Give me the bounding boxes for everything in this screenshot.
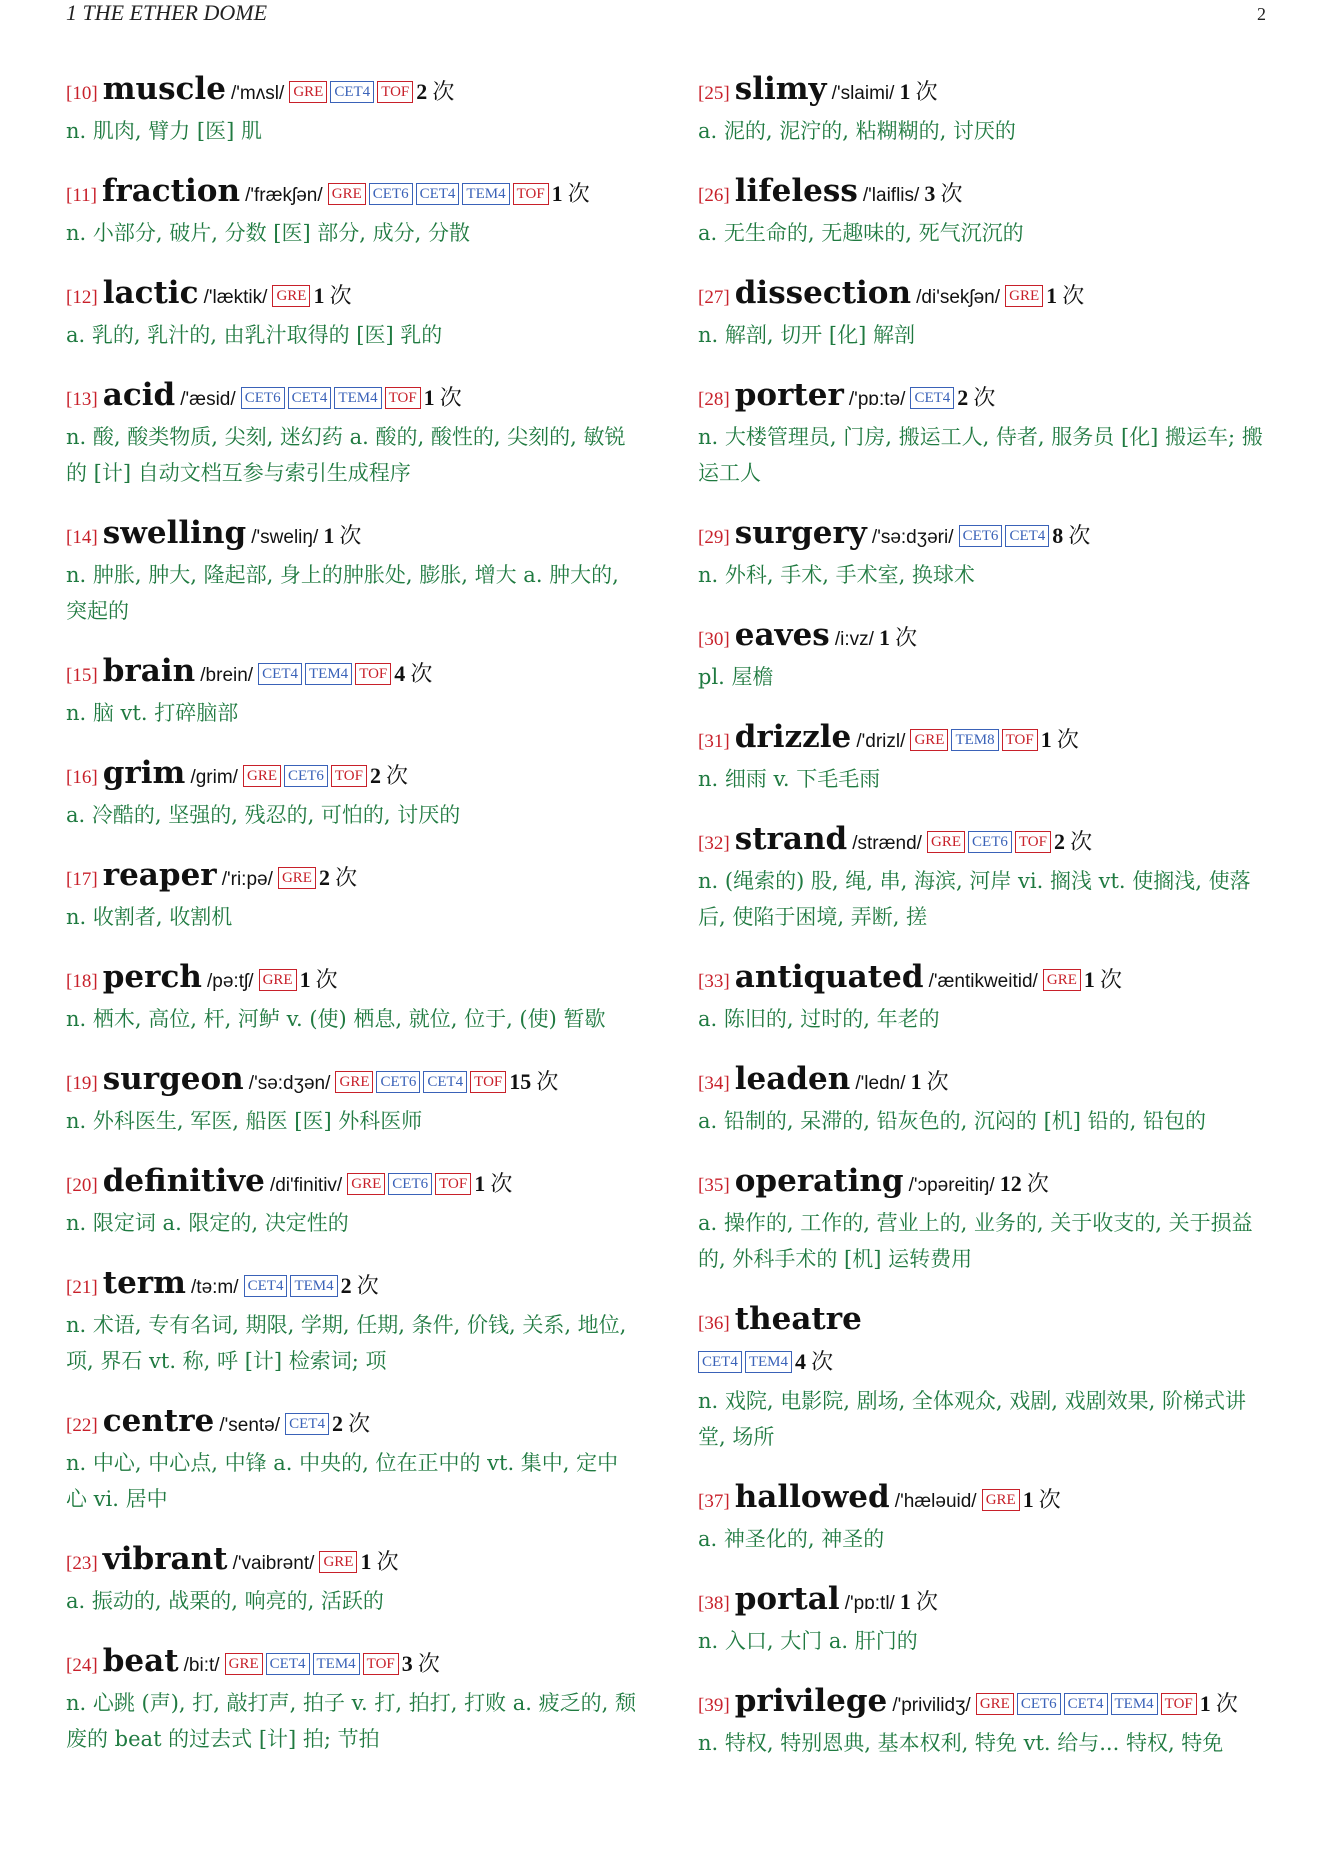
page-header [66, 0, 1266, 26]
entry-index: [10] [66, 83, 98, 104]
vocab-entry [698, 1682, 1268, 1761]
entry-headline [698, 274, 1268, 317]
entry-index: [30] [698, 629, 730, 650]
headword: reaper [102, 857, 217, 893]
phonetic: /'æsid/ [180, 389, 236, 410]
exam-tag: CET6 [959, 525, 1003, 547]
definition: n. 心跳 (声), 打, 敲打声, 拍子 v. 打, 拍打, 打败 a. 疲乏的, 颓废的 beat 的过去式 [计] 拍; 节拍 [66, 1691, 636, 1751]
definition: a. 泥的, 泥泞的, 粘糊糊的, 讨厌的 [698, 119, 1016, 143]
entry-headline [698, 172, 1268, 215]
exam-tag: TEM4 [462, 183, 509, 205]
count-suffix: 次 [973, 386, 996, 411]
exam-tag: TOF [377, 81, 413, 103]
entry-headline [66, 1060, 636, 1103]
count-suffix: 次 [356, 1274, 379, 1299]
entry-headline [698, 514, 1268, 557]
entry-headline [698, 1580, 1268, 1623]
definition: a. 乳的, 乳汁的, 由乳汁取得的 [医] 乳的 [66, 323, 443, 347]
exam-tag: GRE [1005, 285, 1043, 307]
exam-tag: CET4 [423, 1071, 467, 1093]
phonetic: /'pɒ:tl/ [844, 1593, 895, 1614]
entry-index: [15] [66, 665, 98, 686]
left-column [66, 70, 636, 1780]
headword: swelling [102, 515, 247, 551]
frequency-count: 1 [1199, 1691, 1211, 1716]
vocab-entry [698, 1060, 1268, 1139]
frequency-count: 1 [899, 1589, 911, 1614]
entry-headline [698, 958, 1268, 1001]
count-suffix: 次 [1215, 1692, 1238, 1717]
frequency-count: 1 [879, 625, 890, 650]
frequency-count: 1 [360, 1549, 372, 1574]
vocab-entry [66, 1402, 636, 1517]
phonetic: /'mʌsl/ [231, 83, 285, 104]
exam-tag: CET4 [698, 1351, 742, 1373]
headword: privilege [734, 1683, 888, 1719]
entry-headline [698, 1060, 1268, 1103]
frequency-count: 2 [331, 1411, 343, 1436]
count-suffix: 次 [410, 662, 433, 687]
count-suffix: 次 [926, 1070, 949, 1095]
vocab-entry [66, 652, 636, 731]
entry-index: [39] [698, 1695, 730, 1716]
definition: n. 术语, 专有名词, 期限, 学期, 任期, 条件, 价钱, 关系, 地位, 项, 界石 vt. 称, 呼 [计] 检索词; 项 [66, 1313, 627, 1373]
entry-index: [21] [66, 1277, 98, 1298]
page-number: 2 [1257, 4, 1266, 24]
definition: a. 神圣化的, 神圣的 [698, 1527, 885, 1551]
count-suffix: 次 [567, 182, 590, 207]
headword: porter [734, 377, 844, 413]
definition: n. 外科医生, 军医, 船医 [医] 外科医师 [66, 1109, 423, 1133]
frequency-count: 1 [313, 283, 325, 308]
headword: hallowed [734, 1479, 890, 1515]
entry-index: [33] [698, 971, 730, 992]
vocab-entry [698, 1478, 1268, 1557]
entry-index: [24] [66, 1655, 98, 1676]
exam-tag: GRE [272, 285, 310, 307]
exam-tag: CET6 [369, 183, 413, 205]
entry-headline [698, 70, 1268, 113]
exam-tag: CET4 [330, 81, 374, 103]
exam-tag: TOF [1002, 729, 1038, 751]
vocab-entry [698, 616, 1268, 695]
exam-tag: CET4 [416, 183, 460, 205]
definition: a. 陈旧的, 过时的, 年老的 [698, 1007, 940, 1031]
headword: muscle [102, 71, 226, 107]
definition: n. 外科, 手术, 手术室, 换球术 [698, 563, 975, 587]
frequency-count: 1 [423, 385, 435, 410]
definition: a. 操作的, 工作的, 营业上的, 业务的, 关于收支的, 关于损益的, 外科手术的 [机] 运转费用 [698, 1211, 1253, 1271]
headword: antiquated [734, 959, 924, 995]
entry-headline [698, 376, 1268, 419]
count-suffix: 次 [1062, 284, 1085, 309]
headword: vibrant [102, 1541, 228, 1577]
definition: n. 栖木, 高位, 杆, 河鲈 v. (使) 栖息, 就位, 位于, (使) 暂歇 [66, 1007, 606, 1031]
vocab-entry [66, 1642, 636, 1757]
exam-tag: TEM4 [334, 387, 381, 409]
exam-tag: TEM4 [745, 1351, 792, 1373]
frequency-count: 15 [509, 1069, 532, 1094]
exam-tag: CET6 [376, 1071, 420, 1093]
count-suffix: 次 [376, 1550, 399, 1575]
entry-index: [31] [698, 731, 730, 752]
headword: beat [102, 1643, 179, 1679]
frequency-count: 1 [1040, 727, 1052, 752]
frequency-count: 1 [299, 967, 311, 992]
count-suffix: 次 [940, 182, 963, 207]
definition: n. 小部分, 破片, 分数 [医] 部分, 成分, 分散 [66, 221, 471, 245]
entry-index: [14] [66, 527, 98, 548]
entry-headline [698, 1478, 1268, 1521]
headword: term [102, 1265, 186, 1301]
frequency-count: 1 [323, 523, 335, 548]
frequency-count: 1 [551, 181, 563, 206]
phonetic: /'sə:dʒən/ [248, 1073, 331, 1094]
vocab-entry [66, 754, 636, 833]
phonetic: /'læktik/ [203, 287, 268, 308]
phonetic: /tə:m/ [191, 1277, 239, 1298]
frequency-count: 4 [394, 661, 406, 686]
phonetic: /'æntikweitid/ [928, 971, 1038, 992]
vocab-entry [66, 1162, 636, 1241]
entry-index: [16] [66, 767, 98, 788]
headword: lifeless [734, 173, 858, 209]
exam-tag: GRE [982, 1489, 1020, 1511]
entry-headline [66, 1264, 636, 1307]
headword: strand [734, 821, 848, 857]
exam-tag: GRE [910, 729, 948, 751]
vocab-entry [66, 1060, 636, 1139]
headword: slimy [734, 71, 827, 107]
phonetic: /grim/ [190, 767, 238, 788]
exam-tag: GRE [243, 765, 281, 787]
definition: n. 限定词 a. 限定的, 决定性的 [66, 1211, 349, 1235]
definition: a. 振动的, 战栗的, 响亮的, 活跃的 [66, 1589, 384, 1613]
headword: lactic [102, 275, 199, 311]
vocab-entry [698, 718, 1268, 797]
exam-tag: GRE [289, 81, 327, 103]
phonetic: /'hæləuid/ [894, 1491, 977, 1512]
exam-tag: GRE [347, 1173, 385, 1195]
count-suffix: 次 [1056, 728, 1079, 753]
phonetic: /di'sekʃən/ [916, 287, 1001, 308]
exam-tag: TOF [1015, 831, 1051, 853]
entry-headline [66, 1540, 636, 1583]
entry-index: [26] [698, 185, 730, 206]
definition: n. (绳索的) 股, 绳, 串, 海滨, 河岸 vi. 搁浅 vt. 使搁浅, 使落后, 使陷于困境, 弄断, 搓 [698, 869, 1251, 929]
definition: a. 冷酷的, 坚强的, 残忍的, 可怕的, 讨厌的 [66, 803, 461, 827]
phonetic: /'vaibrənt/ [232, 1553, 315, 1574]
phonetic: /'privilidʒ/ [892, 1695, 971, 1716]
entry-index: [36] [698, 1313, 730, 1334]
entry-index: [29] [698, 527, 730, 548]
count-suffix: 次 [417, 1652, 440, 1677]
entry-index: [22] [66, 1415, 98, 1436]
headword: surgery [734, 515, 867, 551]
entry-headline [66, 1402, 636, 1445]
headword: dissection [734, 275, 912, 311]
entry-headline [698, 1300, 1268, 1383]
definition: n. 酸, 酸类物质, 尖刻, 迷幻药 a. 酸的, 酸性的, 尖刻的, 敏锐的 [计] 自动文档互参与索引生成程序 [66, 425, 626, 485]
entry-index: [25] [698, 83, 730, 104]
headword: operating [734, 1163, 904, 1199]
headword: definitive [102, 1163, 265, 1199]
frequency-count: 2 [369, 763, 381, 788]
entry-index: [28] [698, 389, 730, 410]
frequency-count: 12 [999, 1171, 1022, 1196]
exam-tag: GRE [976, 1693, 1014, 1715]
exam-tag: CET6 [284, 765, 328, 787]
definition: n. 中心, 中心点, 中锋 a. 中央的, 位在正中的 vt. 集中, 定中心 vi. 居中 [66, 1451, 619, 1511]
entry-index: [19] [66, 1073, 98, 1094]
vocab-entry [698, 70, 1268, 149]
phonetic: /'slaimi/ [831, 83, 895, 104]
entry-headline [698, 1162, 1268, 1205]
phonetic: /di'finitiv/ [269, 1175, 343, 1196]
entry-headline [66, 1642, 636, 1685]
count-suffix: 次 [536, 1070, 559, 1095]
exam-tag: CET4 [285, 1413, 329, 1435]
definition: a. 铅制的, 呆滞的, 铅灰色的, 沉闷的 [机] 铅的, 铅包的 [698, 1109, 1207, 1133]
vocab-entry [66, 856, 636, 935]
entry-index: [12] [66, 287, 98, 308]
frequency-count: 1 [474, 1171, 486, 1196]
entry-index: [32] [698, 833, 730, 854]
exam-tag: TOF [1161, 1693, 1197, 1715]
exam-tag: CET4 [266, 1653, 310, 1675]
entry-headline [66, 754, 636, 797]
count-suffix: 次 [348, 1412, 371, 1437]
entry-headline [66, 274, 636, 317]
entry-index: [23] [66, 1553, 98, 1574]
exam-tag: TOF [435, 1173, 471, 1195]
count-suffix: 次 [335, 866, 358, 891]
count-suffix: 次 [490, 1172, 513, 1197]
running-title: 1 THE ETHER DOME [66, 0, 268, 25]
definition: n. 脑 vt. 打碎脑部 [66, 701, 239, 725]
headword: leaden [734, 1061, 851, 1097]
definition: a. 无生命的, 无趣味的, 死气沉沉的 [698, 221, 1024, 245]
phonetic: /strænd/ [852, 833, 922, 854]
phonetic: /'ri:pə/ [221, 869, 273, 890]
definition: n. 细雨 v. 下毛毛雨 [698, 767, 881, 791]
entry-index: [20] [66, 1175, 98, 1196]
exam-tag: GRE [259, 969, 297, 991]
vocab-entry [66, 1264, 636, 1379]
exam-tag: CET4 [1005, 525, 1049, 547]
vocab-entry [698, 1580, 1268, 1659]
frequency-count: 1 [1083, 967, 1095, 992]
exam-tag: TOF [385, 387, 421, 409]
right-column [698, 70, 1268, 1784]
headword: portal [734, 1581, 840, 1617]
frequency-count: 2 [957, 385, 969, 410]
frequency-count: 2 [416, 79, 428, 104]
frequency-count: 4 [795, 1349, 807, 1374]
definition: n. 大楼管理员, 门房, 搬运工人, 侍者, 服务员 [化] 搬运车; 搬运工人 [698, 425, 1263, 485]
entry-index: [11] [66, 185, 97, 206]
count-suffix: 次 [386, 764, 409, 789]
exam-tag: GRE [335, 1071, 373, 1093]
frequency-count: 1 [910, 1069, 922, 1094]
exam-tag: TOF [331, 765, 367, 787]
exam-tag: GRE [1043, 969, 1081, 991]
vocab-entry [698, 514, 1268, 593]
headword: brain [102, 653, 196, 689]
headword: eaves [734, 617, 830, 653]
count-suffix: 次 [432, 80, 455, 105]
entry-headline [698, 616, 1268, 659]
phonetic: /i:vz/ [834, 629, 874, 650]
count-suffix: 次 [1070, 830, 1093, 855]
vocab-entry [66, 958, 636, 1037]
exam-tag: GRE [927, 831, 965, 853]
entry-index: [35] [698, 1175, 730, 1196]
definition: n. 特权, 特别恩典, 基本权利, 特免 vt. 给与... 特权, 特免 [698, 1731, 1224, 1755]
frequency-count: 1 [1022, 1487, 1034, 1512]
vocab-entry [698, 274, 1268, 353]
entry-index: [37] [698, 1491, 730, 1512]
headword: fraction [102, 173, 240, 209]
headword: centre [102, 1403, 215, 1439]
phonetic: /pə:tʃ/ [207, 971, 254, 992]
phonetic: /'sə:dʒəri/ [871, 527, 954, 548]
phonetic: /'pɒ:tə/ [848, 389, 906, 410]
count-suffix: 次 [339, 524, 362, 549]
exam-tag: TEM4 [290, 1275, 337, 1297]
exam-tag: TOF [363, 1653, 399, 1675]
exam-tag: TOF [470, 1071, 506, 1093]
exam-tag: TEM8 [951, 729, 998, 751]
count-suffix: 次 [1068, 524, 1091, 549]
definition: n. 肿胀, 肿大, 隆起部, 身上的肿胀处, 膨胀, 增大 a. 肿大的, 突起的 [66, 563, 619, 623]
exam-tag: CET4 [244, 1275, 288, 1297]
entry-headline [66, 652, 636, 695]
exam-tag: GRE [278, 867, 316, 889]
count-suffix: 次 [1100, 968, 1123, 993]
phonetic: /'sentə/ [219, 1415, 281, 1436]
count-suffix: 次 [916, 1590, 939, 1615]
vocab-entry [66, 70, 636, 149]
entry-headline [698, 718, 1268, 761]
headword: surgeon [102, 1061, 244, 1097]
vocab-entry [66, 172, 636, 251]
exam-tag: TEM4 [1111, 1693, 1158, 1715]
frequency-count: 1 [899, 79, 911, 104]
entry-index: [34] [698, 1073, 730, 1094]
exam-tag: CET4 [910, 387, 954, 409]
entry-index: [27] [698, 287, 730, 308]
exam-tag: TOF [513, 183, 549, 205]
entry-headline [698, 1682, 1268, 1725]
exam-tag: CET6 [968, 831, 1012, 853]
count-suffix: 次 [439, 386, 462, 411]
exam-tag: CET6 [241, 387, 285, 409]
count-suffix: 次 [1026, 1172, 1049, 1197]
entry-headline [698, 820, 1268, 863]
count-suffix: 次 [895, 626, 918, 651]
vocab-entry [698, 172, 1268, 251]
vocab-entry [698, 958, 1268, 1037]
frequency-count: 2 [1053, 829, 1065, 854]
entry-headline [66, 172, 636, 215]
headword: drizzle [734, 719, 852, 755]
exam-tag: TEM4 [313, 1653, 360, 1675]
phonetic: /brein/ [200, 665, 254, 686]
entry-index: [18] [66, 971, 98, 992]
vocab-entry [698, 1162, 1268, 1277]
definition: pl. 屋檐 [698, 665, 774, 689]
count-suffix: 次 [915, 80, 938, 105]
headword: grim [102, 755, 186, 791]
vocab-entry [66, 376, 636, 491]
entry-headline [66, 1162, 636, 1205]
vocab-entry [66, 514, 636, 629]
count-suffix: 次 [329, 284, 352, 309]
frequency-count: 2 [340, 1273, 352, 1298]
frequency-count: 3 [401, 1651, 413, 1676]
vocab-entry [698, 376, 1268, 491]
definition: n. 戏院, 电影院, 剧场, 全体观众, 戏剧, 戏剧效果, 阶梯式讲堂, 场所 [698, 1389, 1246, 1449]
vocab-entry [66, 274, 636, 353]
definition: n. 肌肉, 臂力 [医] 肌 [66, 119, 262, 143]
frequency-count: 3 [924, 181, 936, 206]
exam-tag: GRE [328, 183, 366, 205]
vocab-entry [698, 820, 1268, 935]
headword: acid [102, 377, 176, 413]
headword: perch [102, 959, 202, 995]
headword: theatre [734, 1301, 862, 1337]
definition: n. 入口, 大门 a. 肝门的 [698, 1629, 918, 1653]
exam-tag: GRE [225, 1653, 263, 1675]
count-suffix: 次 [1038, 1488, 1061, 1513]
phonetic: /'drizl/ [856, 731, 906, 752]
count-suffix: 次 [811, 1350, 834, 1375]
entry-headline [66, 856, 636, 899]
entry-headline [66, 70, 636, 113]
exam-tag: CET6 [388, 1173, 432, 1195]
exam-tag: TOF [355, 663, 391, 685]
exam-tag: GRE [319, 1551, 357, 1573]
frequency-count: 1 [1046, 283, 1058, 308]
exam-tag: TEM4 [305, 663, 352, 685]
entry-index: [17] [66, 869, 98, 890]
exam-tag: CET4 [288, 387, 332, 409]
entry-index: [13] [66, 389, 98, 410]
exam-tag: CET6 [1017, 1693, 1061, 1715]
phonetic: /'laiflis/ [862, 185, 920, 206]
frequency-count: 2 [318, 865, 330, 890]
frequency-count: 8 [1052, 523, 1064, 548]
count-suffix: 次 [315, 968, 338, 993]
phonetic: /'frækʃən/ [245, 185, 323, 206]
phonetic: /'ɔpəreitiŋ/ [908, 1175, 995, 1196]
phonetic: /bi:t/ [183, 1655, 220, 1676]
entry-index: [38] [698, 1593, 730, 1614]
entry-headline [66, 514, 636, 557]
exam-tag: CET4 [1064, 1693, 1108, 1715]
phonetic: /'sweliŋ/ [251, 527, 319, 548]
entry-headline [66, 376, 636, 419]
phonetic: /'ledn/ [855, 1073, 906, 1094]
vocab-entry [66, 1540, 636, 1619]
exam-tag: CET4 [258, 663, 302, 685]
entry-headline [66, 958, 636, 1001]
definition: n. 收割者, 收割机 [66, 905, 233, 929]
vocab-entry [698, 1300, 1268, 1455]
definition: n. 解剖, 切开 [化] 解剖 [698, 323, 915, 347]
